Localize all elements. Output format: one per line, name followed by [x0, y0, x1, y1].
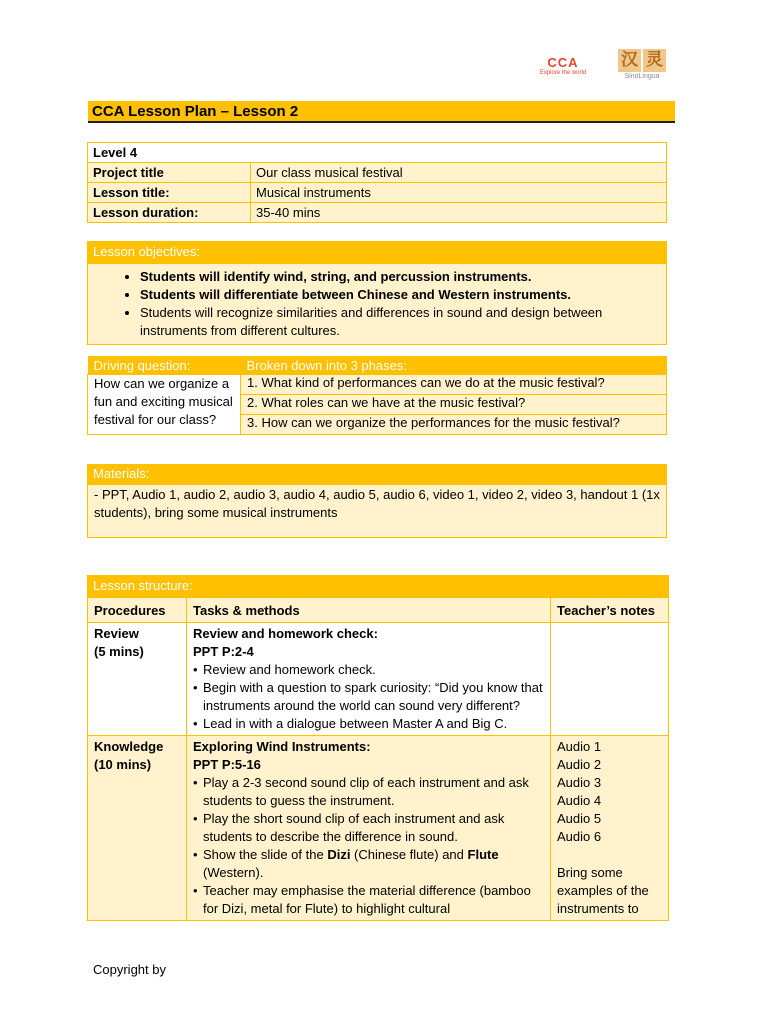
- col-tasks-methods: Tasks & methods: [187, 598, 551, 623]
- cca-logo-text: CCA: [547, 55, 579, 70]
- note-extra: Bring some examples of the instruments to: [557, 865, 649, 916]
- driving-question-heading: Driving question:: [88, 356, 241, 375]
- lesson-info-table: [87, 142, 667, 223]
- cca-logo-sub: Explore the world: [539, 70, 587, 76]
- tasks-knowledge: [187, 736, 551, 921]
- lesson-structure-heading: Lesson structure:: [87, 575, 669, 597]
- procedure-name: Review: [94, 626, 139, 641]
- tasks-review: [187, 623, 551, 736]
- page-title: CCA Lesson Plan – Lesson 2: [88, 101, 675, 123]
- materials-heading: Materials:: [87, 464, 667, 484]
- task-title: Exploring Wind Instruments:: [193, 739, 371, 754]
- objectives-heading: Lesson objectives:: [87, 241, 667, 263]
- phases-heading: Broken down into 3 phases:: [241, 356, 667, 375]
- procedure-knowledge: [88, 736, 187, 921]
- objective-item: • Students will identify wind, string, and percussion instruments.: [140, 268, 666, 286]
- task-bullet: • Teacher may emphasise the material difference (bamboo for Dizi, metal for Flute) to highlight cultural: [203, 882, 544, 918]
- lesson-structure-table: [87, 597, 669, 921]
- project-title-label: Project title: [88, 163, 251, 183]
- notes-knowledge: [551, 736, 669, 921]
- note-item: Audio 2: [557, 757, 602, 772]
- level-label: Level 4: [88, 143, 667, 163]
- lesson-duration-value: 35-40 mins: [251, 203, 667, 223]
- sinolingua-logo: [614, 49, 670, 81]
- bullet-text: (Western).: [203, 865, 264, 880]
- objectives-section: [87, 241, 667, 345]
- bullet-text: (Chinese flute) and: [350, 847, 468, 862]
- lesson-title-value: Musical instruments: [251, 183, 667, 203]
- driving-question-table: [87, 356, 667, 435]
- col-procedures: Procedures: [88, 598, 187, 623]
- copyright-text: Copyright by: [93, 962, 166, 977]
- note-item: Audio 6: [557, 829, 602, 844]
- task-ppt: PPT P:2-4: [193, 644, 254, 659]
- objective-item: • Students will differentiate between Chinese and Western instruments.: [140, 286, 666, 304]
- task-title: Review and homework check:: [193, 626, 378, 641]
- sl-logo-char-2: 灵: [643, 49, 666, 72]
- task-bullet: • Begin with a question to spark curiosity: “Did you know that instruments around the world can sound very different?: [203, 679, 544, 715]
- sl-logo-char-1: 汉: [618, 49, 641, 72]
- task-ppt: PPT P:5-16: [193, 757, 261, 772]
- procedure-review: [88, 623, 187, 736]
- task-bullet: • Review and homework check.: [203, 661, 544, 679]
- procedure-duration: (5 mins): [94, 644, 144, 659]
- materials-text: - PPT, Audio 1, audio 2, audio 3, audio 4, audio 5, audio 6, video 1, video 2, video 3, handout 1 (1x students), bring some musical instruments: [87, 484, 667, 538]
- task-bullet: • Play a 2-3 second sound clip of each instrument and ask students to guess the instrument.: [203, 774, 544, 810]
- note-item: Audio 5: [557, 811, 602, 826]
- phase-item: 1. What kind of performances can we do at the music festival?: [241, 375, 667, 395]
- notes-review: [551, 623, 669, 736]
- procedure-duration: (10 mins): [94, 757, 152, 772]
- phase-item: 2. What roles can we have at the music festival?: [241, 395, 667, 415]
- col-teachers-notes: Teacher’s notes: [551, 598, 669, 623]
- task-bullet: • Play the short sound clip of each instrument and ask students to describe the difference in sound.: [203, 810, 544, 846]
- task-bullet: • Lead in with a dialogue between Master A and Big C.: [203, 715, 544, 733]
- bullet-text: Show the slide of the: [203, 847, 328, 862]
- materials-section: [87, 464, 667, 538]
- table-row: [88, 623, 669, 736]
- note-item: Audio 1: [557, 739, 602, 754]
- lesson-structure-section: [87, 575, 669, 921]
- note-item: Audio 4: [557, 793, 602, 808]
- table-row: [88, 736, 669, 921]
- driving-question-text: How can we organize a fun and exciting musical festival for our class?: [88, 375, 241, 435]
- cca-logo: [537, 56, 589, 77]
- objective-item: • Students will recognize similarities and differences in sound and design between instruments from different cultures.: [140, 304, 666, 340]
- flute-term: Flute: [467, 847, 499, 862]
- lesson-duration-label: Lesson duration:: [88, 203, 251, 223]
- phase-item: 3. How can we organize the performances for the music festival?: [241, 415, 667, 435]
- task-bullet: [203, 846, 544, 882]
- sl-logo-sub: SinoLingua: [624, 73, 660, 80]
- procedure-name: Knowledge: [94, 739, 164, 754]
- dizi-term: Dizi: [327, 847, 351, 862]
- lesson-title-label: Lesson title:: [88, 183, 251, 203]
- project-title-value: Our class musical festival: [251, 163, 667, 183]
- note-item: Audio 3: [557, 775, 602, 790]
